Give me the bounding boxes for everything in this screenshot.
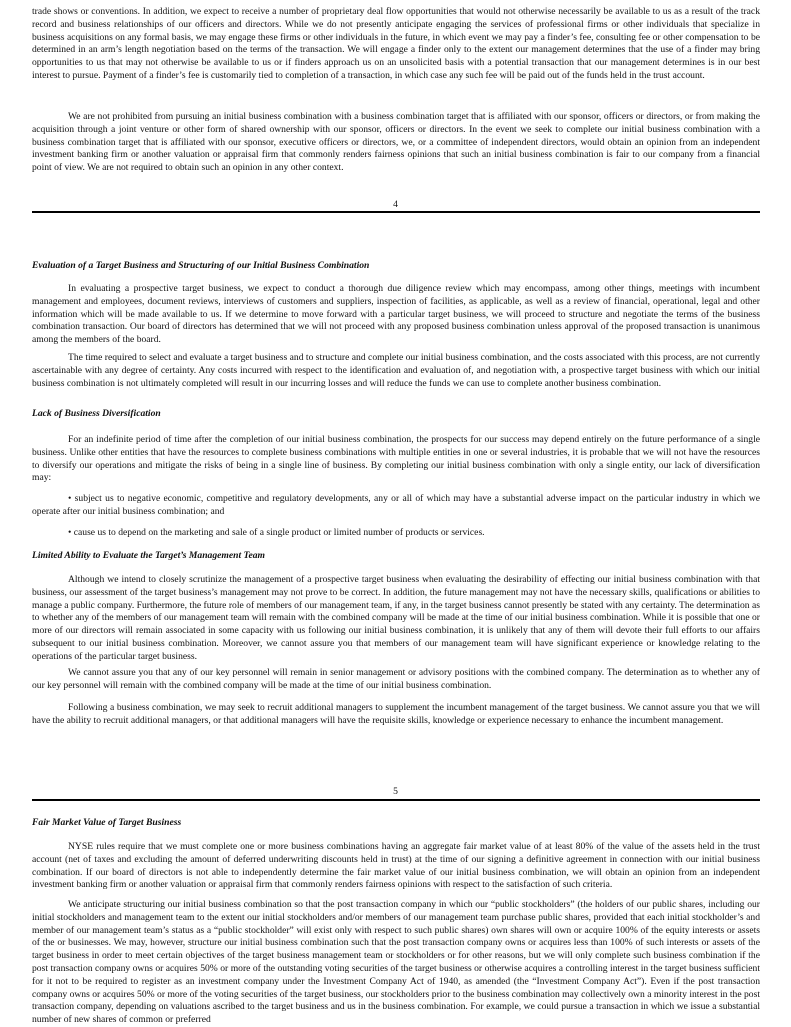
paragraph-finder-fees: trade shows or conventions. In addition, we expect to receive a number of proprietary deal flow opportunities that would not otherwise necessarily be available to us as a result of the track record and business relationships of our officers and directors. While we do not presently anticipate engaging the services of professional firms or other individuals that specialize in business acquisitions on any formal basis, we may engage these firms or other individuals in the future, in which event we may pay a finder’s fee, consulting fee or other compensation to be determined in an arm’s length negotiation based on the terms of the transaction. We will engage a finder only to the extent our management determines that the use of a finder may bring opportunities to us that may not otherwise be available to us or if finders approach us on an unsolicited basis with a potential transaction that our management determines is in our best interest to pursue. Payment of a finder’s fee is customarily tied to completion of a transaction, in which case any such fee will be paid out of the funds held in the trust account. xyxy=(32,6,760,81)
page-divider xyxy=(32,799,760,801)
paragraph-due-diligence: In evaluating a prospective target business, we expect to conduct a thorough due diligence review which may encompass, among other things, meetings with incumbent management and employees, document reviews, interviews of customers and suppliers, inspection of facilities, as applicable, as well as a review of financial, operational, legal and other information which will be made available to us. If we determine to move forward with a particular target business, we will proceed to structure and negotiate the terms of the business combination transaction. Our board of directors has determined that we will not proceed with any proposed business combination unless approval of the proposed transaction is unanimous among the members of the board. xyxy=(32,283,760,346)
section-heading-evaluation: Evaluation of a Target Business and Structuring of our Initial Business Combination xyxy=(32,260,370,271)
paragraph-key-personnel: We cannot assure you that any of our key personnel will remain in senior management or advisory positions with the combined company. The determination as to whether any of our key personnel will remain with the combined company will be made at the time of our initial business combination. xyxy=(32,667,760,691)
paragraph-time-required: The time required to select and evaluate a target business and to structure and complete our initial business combination, and the costs associated with this process, are not currently ascertainable with any degree of certainty. Any costs incurred with respect to the identification and evaluation of, and negotiation with, a prospective target business with which our initial business combination is not ultimately completed will result in our incurring losses and will reduce the funds we can use to complete another business combination. xyxy=(32,352,760,389)
bullet-item: • cause us to depend on the marketing and sale of a single product or limited number of products or services. xyxy=(68,527,485,538)
paragraph-affiliated-targets: We are not prohibited from pursuing an initial business combination with a business combination target that is affiliated with our sponsor, officers or directors, or from making the acquisition through a joint venture or other form of shared ownership with our sponsor, officers or directors. In the event we seek to complete our initial business combination with a business combination target that is affiliated with our sponsor, executive officers or directors, we, or a committee of independent directors, would obtain an opinion from an independent investment banking firm or another valuation or appraisal firm that commonly renders fairness opinions that such an initial business combination is fair to our company from a financial point of view. We are not required to obtain such an opinion in any other context. xyxy=(32,111,760,174)
paragraph-management-scrutiny: Although we intend to closely scrutinize the management of a prospective target business when evaluating the desirability of effecting our initial business combination with that business, our assessment of the target business’s management may not prove to be correct. In addition, the future management may not have the necessary skills, qualifications or abilities to manage a public company. Furthermore, the future role of members of our management team, if any, in the target business cannot presently be stated with any certainty. The determination as to whether any of the members of our management team will remain with the combined company will be made at the time of our initial business combination. While it is possible that one or more of our directors will remain associated in some capacity with us following our initial business combination, it is unlikely that any of them will devote their full efforts to our affairs subsequent to our initial business combination. Moreover, we cannot assure you that members of our management team will have significant experience or knowledge relating to the operations of the particular target business. xyxy=(32,574,760,662)
bullet-item: • subject us to negative economic, competitive and regulatory developments, any or all of which may have a substantial adverse impact on the particular industry in which we operate after our initial business combination; and xyxy=(32,493,760,517)
section-heading-diversification: Lack of Business Diversification xyxy=(32,408,161,419)
paragraph-diversification: For an indefinite period of time after the completion of our initial business combination, the prospects for our success may depend entirely on the future performance of a single business. Unlike other entities that have the resources to complete business combinations with multiple entities in one or several industries, it is probable that we will not have the resources to diversify our operations and mitigate the risks of being in a single line of business. By completing our initial business combination with only a single entity, our lack of diversification may: xyxy=(32,434,760,484)
paragraph-structuring: We anticipate structuring our initial business combination so that the post transaction company in which our “public stockholders” (the holders of our public shares, including our initial stockholders and management team to the extent our initial stockholders and/or members of our management team purchase public shares, provided that each initial stockholder’s and member of our management team’s status as a “public stockholder” will exist only with respect to such public shares) own shares will own or acquire 100% of the equity interests or assets of the or businesses. We may, however, structure our initial business combination such that the post transaction company owns or acquires less than 100% of such interests or assets of the target business in order to meet certain objectives of the target business management team or stockholders or for other reasons, but we will only complete such business combination if the post transaction company owns or acquires 50% or more of the outstanding voting securities of the target business or otherwise acquires a controlling interest in the target business sufficient for it not to be required to register as an investment company under the Investment Company Act of 1940, as amended (the “Investment Company Act”). Even if the post transaction company owns or acquires 50% or more of the voting securities of the target business, our stockholders prior to the business combination may collectively own a minority interest in the post transaction company, depending on valuations ascribed to the target business and us in the business combination. For example, we could pursue a transaction in which we issue a substantial number of new shares of common or preferred xyxy=(32,899,760,1026)
paragraph-nyse-rules: NYSE rules require that we must complete one or more business combinations having an aggregate fair market value of at least 80% of the value of the assets held in the trust account (net of taxes and excluding the amount of deferred underwriting discounts held in trust) at the time of our signing a definitive agreement in connection with our initial business combination. If our board of directors is not able to independently determine the fair market value of our initial business combination, we will obtain an opinion from an independent investment banking firm or another valuation or appraisal firm that commonly renders fairness opinions with respect to the satisfaction of such criteria. xyxy=(32,841,760,891)
section-heading-management: Limited Ability to Evaluate the Target’s Management Team xyxy=(32,550,265,561)
page-number: 5 xyxy=(393,786,398,797)
section-heading-fair-market-value: Fair Market Value of Target Business xyxy=(32,817,182,828)
page-number: 4 xyxy=(393,199,398,210)
paragraph-recruit-managers: Following a business combination, we may seek to recruit additional managers to supplement the incumbent management of the target business. We cannot assure you that we will have the ability to recruit additional managers, or that additional managers will have the requisite skills, knowledge or experience necessary to enhance the incumbent management. xyxy=(32,702,760,726)
page-divider xyxy=(32,211,760,213)
